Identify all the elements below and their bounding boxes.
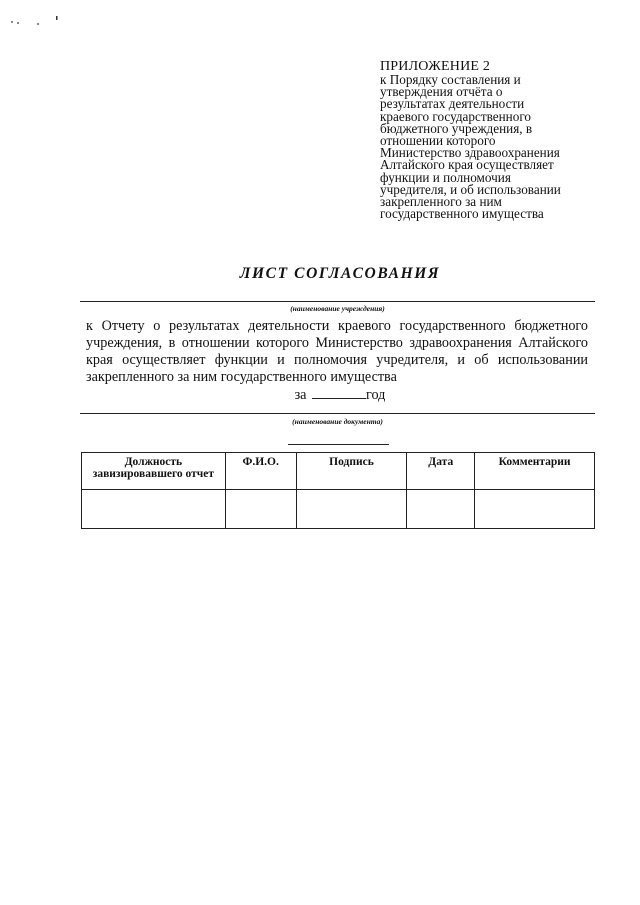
year-blank xyxy=(312,388,366,399)
institution-name-line xyxy=(80,301,595,302)
appendix-line: результатах деятельности xyxy=(380,96,525,112)
appendix-line: краевого государственного xyxy=(380,108,532,124)
institution-caption: (наименование учреждения) xyxy=(290,304,385,313)
approval-table xyxy=(81,452,595,529)
scan-specks xyxy=(10,14,70,26)
document-name-line xyxy=(80,413,595,414)
column-header-name: Ф.И.О. xyxy=(225,453,296,490)
column-header-date: Дата xyxy=(407,453,475,490)
appendix-line: государственного имущества xyxy=(380,206,544,222)
column-header-position: Должность завизировавшего отчет xyxy=(82,453,226,490)
appendix-line: учредителя, и об использовании xyxy=(380,181,561,197)
appendix-title: ПРИЛОЖЕНИЕ 2 xyxy=(380,59,491,74)
appendix-line: Министерство здравоохранения xyxy=(380,145,560,161)
appendix-line: к Порядку составления и xyxy=(380,72,521,87)
appendix-line: утверждения отчёта о xyxy=(380,84,503,100)
table-cell xyxy=(82,490,226,529)
short-divider xyxy=(288,444,389,445)
report-year-line xyxy=(0,387,640,404)
appendix-line: бюджетного учреждения, в xyxy=(380,120,533,136)
document-body: к Отчету о результатах деятельности краевого государственного бюджетного учреждения, в отношении которого Министерство здравоохранения Алтайского края осуществляет функции и полномочия учредителя, и об использовании закрепленного за ним государственного имущества xyxy=(86,318,588,385)
document-title: ЛИСТ СОГЛАСОВАНИЯ xyxy=(239,265,441,282)
table-cell xyxy=(407,490,475,529)
table-row xyxy=(82,490,595,529)
document-caption: (наименование документа) xyxy=(292,417,383,426)
column-header-signature: Подпись xyxy=(296,453,407,490)
appendix-block xyxy=(380,60,620,220)
appendix-line: отношении которого xyxy=(380,133,496,149)
column-header-comments: Комментарии xyxy=(475,453,595,490)
table-cell xyxy=(225,490,296,529)
table-cell xyxy=(475,490,595,529)
year-suffix: год xyxy=(366,387,386,403)
appendix-line: Алтайского края осуществляет xyxy=(380,157,554,173)
table-header-row xyxy=(82,453,595,490)
appendix-line: функции и полномочия xyxy=(380,169,511,185)
table-cell xyxy=(296,490,407,529)
appendix-line: закрепленного за ним xyxy=(380,194,502,210)
year-prefix: за xyxy=(294,387,307,403)
